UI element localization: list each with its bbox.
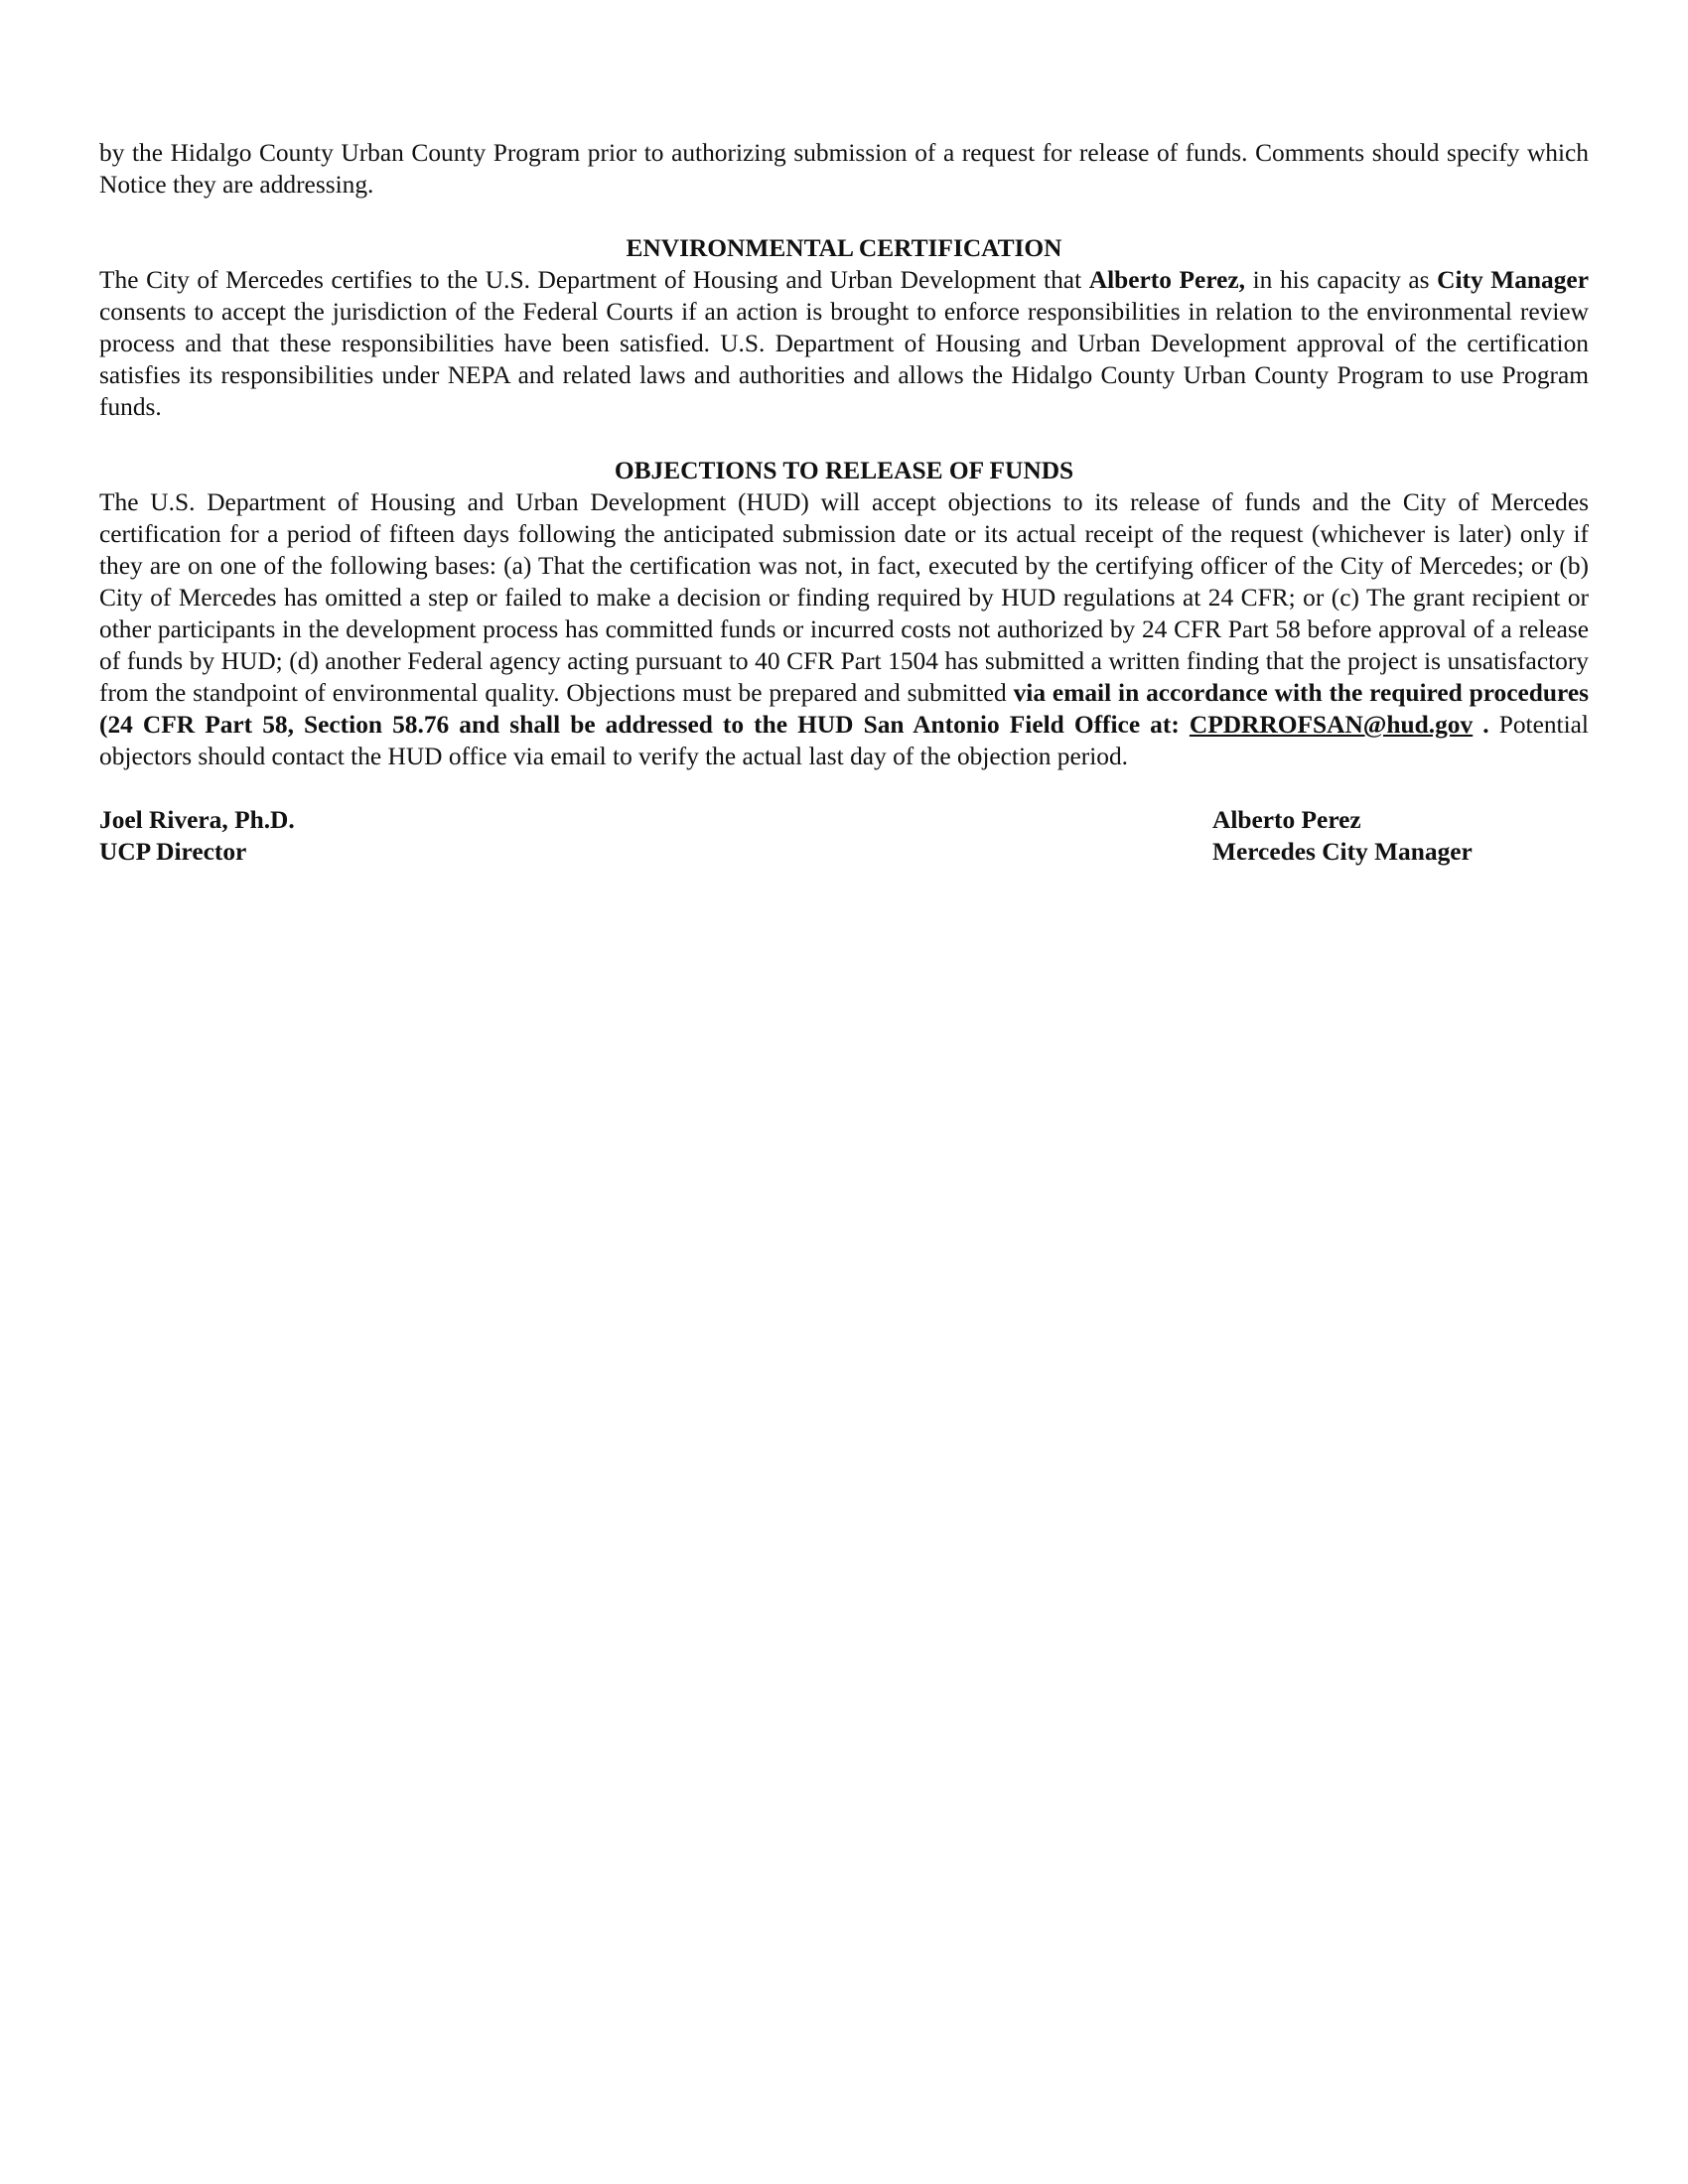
signatory-name-left: Joel Rivera, Ph.D. [99, 806, 295, 834]
environmental-certification-paragraph [99, 264, 1589, 423]
environmental-certification-heading: ENVIRONMENTAL CERTIFICATION [626, 234, 1062, 262]
env-bold-name: Alberto Perez, [1088, 266, 1246, 294]
objections-heading: OBJECTIONS TO RELEASE OF FUNDS [614, 457, 1074, 484]
signatory-title-right: Mercedes City Manager [1212, 838, 1473, 866]
env-text-1: The City of Mercedes certifies to the U.S. Department of Housing and Urban Development that [99, 266, 1089, 294]
objections-bold-text: via email in accordance with the required procedures (24 CFR Part 58, Section 58.76 and shall be addressed to the HUD San Antonio Field Office at: [99, 679, 1589, 739]
signature-left [99, 804, 295, 868]
objections-text-1: The U.S. Department of Housing and Urban Development (HUD) will accept objections to its release of funds and the City of Mercedes certification for a period of fifteen days following the anticipated submission date or its actual receipt of the request (whichever is later) only if they are on one of the following bases: (a) That the certification was not, in fact, executed by the certifying officer of the City of Mercedes; or (b) City of Mercedes has omitted a step or failed to make a decision or finding required by HUD regulations at 24 CFR; or (c) The grant recipient or other participants in the development process has committed funds or incurred costs not authorized by 24 CFR Part 58 before approval of a release of funds by HUD; (d) another Federal agency acting pursuant to 40 CFR Part 1504 has submitted a written finding that the project is unsatisfactory from the standpoint of environmental quality. Objections must be prepared and submitted [99, 488, 1589, 707]
intro-paragraph: by the Hidalgo County Urban County Program prior to authorizing submission of a request for release of funds. Comments should specify which Notice they are addressing. [99, 139, 1589, 199]
document-page [99, 137, 1589, 868]
hud-email-link[interactable]: CPDRROFSAN@hud.gov [1189, 711, 1474, 739]
environmental-certification-section [99, 232, 1589, 423]
objections-paragraph [99, 486, 1589, 772]
objections-section [99, 455, 1589, 772]
env-text-2: in his capacity as [1245, 266, 1438, 294]
env-text-3: consents to accept the jurisdiction of the Federal Courts if an action is brought to enforce responsibilities in relation to the environmental review process and that these responsibilities have been satisfied. U.S. Department of Housing and Urban Development approval of the certification satisfies its responsibilities under NEPA and related laws and authorities and allows the Hidalgo County Urban County Program to use Program funds. [99, 298, 1589, 421]
objections-text-2: Potential objectors should contact the HUD office via email to verify the actual last day of the objection period. [99, 711, 1589, 770]
signatory-title-left: UCP Director [99, 838, 247, 866]
objections-bold-period: . [1473, 711, 1489, 739]
signature-right [1212, 804, 1473, 868]
signatory-name-right: Alberto Perez [1212, 806, 1361, 834]
env-bold-title: City Manager [1437, 266, 1589, 294]
signature-block [99, 804, 1589, 868]
